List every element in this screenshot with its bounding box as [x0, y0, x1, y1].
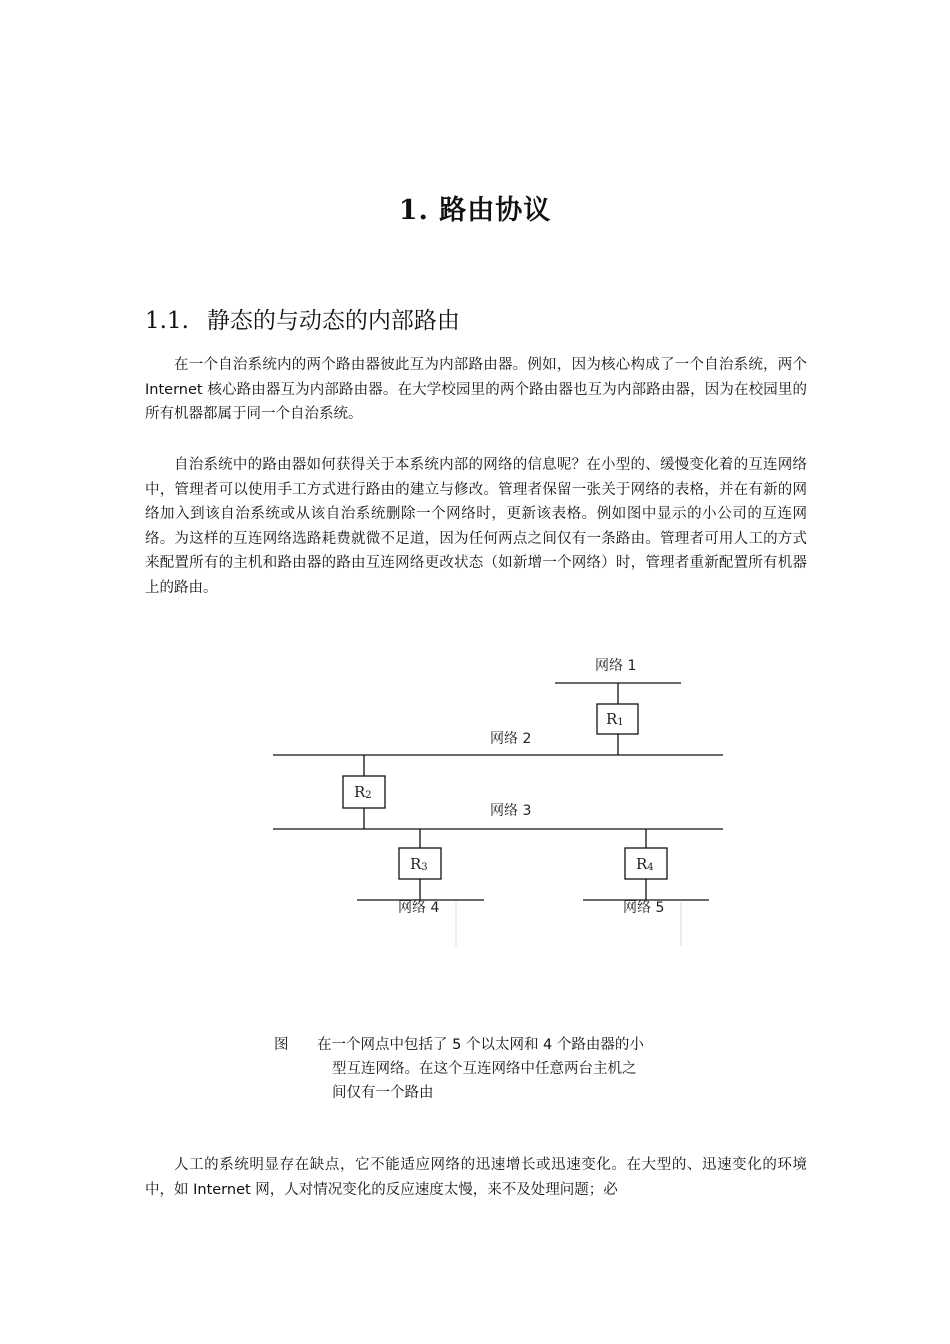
figure-caption-text	[317, 1033, 697, 1105]
router-r3-label: $R_3$	[410, 855, 428, 873]
page-title: 1. 路由协议	[398, 195, 552, 226]
paragraph-3: 人工的系统明显存在缺点，它不能适应网络的迅速增长或迅速变化。在大型的、迅速变化的环境中，如 Internet 网，人对情况变化的反应速度太慢，来不及处理问题；必	[145, 1157, 807, 1198]
router-r4-label: $R_4$	[636, 855, 654, 873]
section-title: 静态的与动态的内部路由	[206, 308, 460, 334]
section-number: 1.1.	[145, 308, 189, 334]
network-5-label: 网络 5	[623, 900, 665, 916]
paragraph-1: 在一个自治系统内的两个路由器彼此互为内部路由器。例如，因为核心构成了一个自治系统，两个 Internet 核心路由器互为内部路由器。在大学校园里的两个路由器也互为内部路由器，因为在校园里的所有机器都属于同一个自治系统。	[145, 357, 807, 422]
paragraph-2: 自治系统中的路由器如何获得关于本系统内部的网络的信息呢？在小型的、缓慢变化着的互连网络中，管理者可以使用手工方式进行路由的建立与修改。管理者保留一张关于网络的表格，并在有新的网络加入到该自治系统或从该自治系统删除一个网络时，更新该表格。例如图中显示的小公司的互连网络。为这样的互连网络选路耗费就微不足道，因为任何两点之间仅有一条路由。管理者可用人工的方式来配置所有的主机和路由器的路由互连网络更改状态（如新增一个网络）时，管理者重新配置所有机器上的路由。	[145, 457, 807, 596]
network-2-label: 网络 2	[490, 731, 532, 747]
network-4-label: 网络 4	[398, 900, 440, 916]
router-r1-label: $R_1$	[606, 710, 624, 728]
network-diagram	[0, 640, 950, 960]
caption-line-3: 间仅有一个路由	[332, 1085, 434, 1101]
network-diagram-lines	[0, 640, 950, 960]
router-r2-label: $R_2$	[354, 783, 372, 801]
network-1-label: 网络 1	[595, 658, 637, 674]
caption-line-1: 在一个网点中包括了 5 个以太网和 4 个路由器的小	[317, 1037, 644, 1053]
network-3-label: 网络 3	[490, 803, 532, 819]
section-heading	[145, 302, 460, 335]
caption-line-2: 型互连网络。在这个互连网络中任意两台主机之	[332, 1061, 637, 1077]
figure-label: 图	[274, 1037, 289, 1053]
